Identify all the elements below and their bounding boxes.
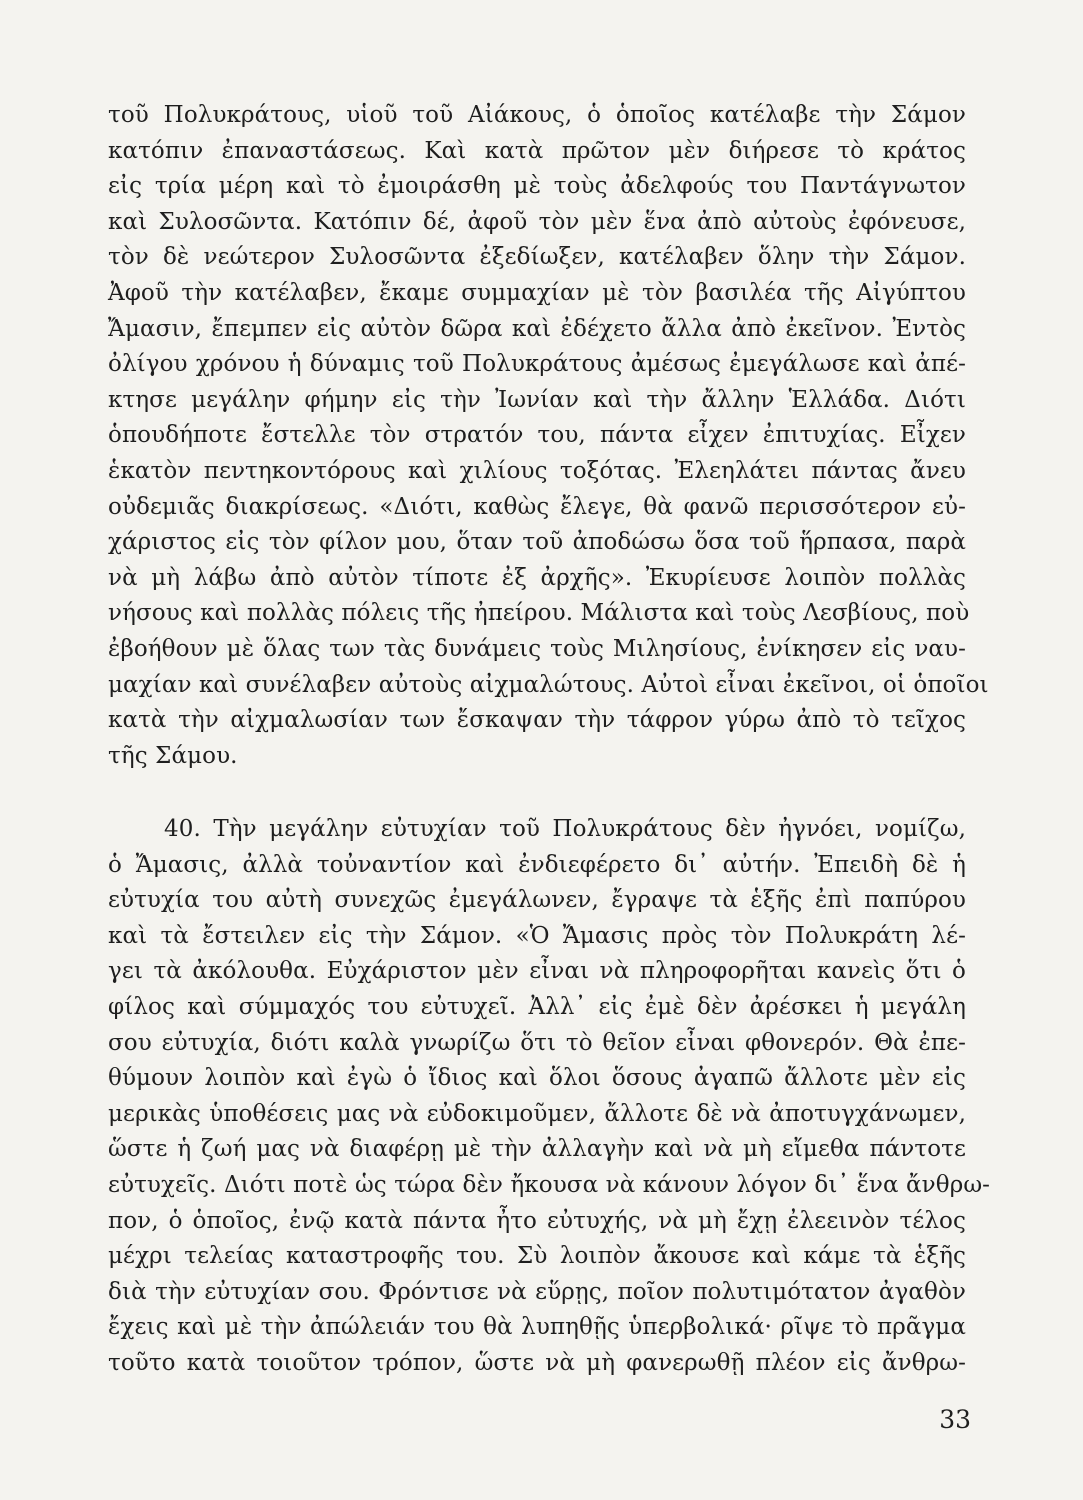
text-line: εὐτυχία του αὐτὴ συνεχῶς ἐμεγάλωνεν, ἔγραψε τὰ ἑξῆς ἐπὶ παπύρου <box>108 887 966 914</box>
text-line: Ἄμασιν, ἔπεμπεν εἰς αὐτὸν δῶρα καὶ ἐδέχετο ἄλλα ἀπὸ ἐκεῖνον. Ἐντὸς <box>108 315 966 342</box>
text-line: πον, ὁ ὁποῖος, ἐνῷ κατὰ πάντα ἦτο εὐτυχής, νὰ μὴ ἔχῃ ἐλεεινὸν τέλος <box>108 1207 966 1234</box>
text-line: ὀλίγου χρόνου ἡ δύναμις τοῦ Πολυκράτους ἀμέσως ἐμεγάλωσε καὶ ἀπέ- <box>108 351 966 378</box>
text-line: νὰ μὴ λάβω ἀπὸ αὐτὸν τίποτε ἐξ ἀρχῆς». Ἐκυρίευσε λοιπὸν πολλὰς <box>108 564 966 591</box>
text-line: καὶ τὰ ἔστειλεν εἰς τὴν Σάμον. «Ὁ Ἄμασις πρὸς τὸν Πολυκράτη λέ- <box>108 922 966 949</box>
text-line: ἑκατὸν πεντηκοντόρους καὶ χιλίους τοξότας. Ἐλεηλάτει πάντας ἄνευ <box>108 457 966 484</box>
text-line: σου εὐτυχία, διότι καλὰ γνωρίζω ὅτι τὸ θεῖον εἶναι φθονερόν. Θὰ ἐπε- <box>108 1029 966 1056</box>
page-number: 33 <box>939 1405 971 1434</box>
text-line: κατόπιν ἐπαναστάσεως. Καὶ κατὰ πρῶτον μὲν διήρεσε τὸ κράτος <box>108 137 966 164</box>
text-line: καὶ Συλοσῶντα. Κατόπιν δέ, ἀφοῦ τὸν μὲν ἕνα ἀπὸ αὐτοὺς ἐφόνευσε, <box>108 208 966 235</box>
text-line: τοῦ Πολυκράτους, υἱοῦ τοῦ Αἰάκους, ὁ ὁποῖος κατέλαβε τὴν Σάμον <box>108 102 966 128</box>
text-line: νήσους καὶ πολλὰς πόλεις τῆς ἠπείρου. Μάλιστα καὶ τοὺς Λεσβίους, ποὺ <box>108 600 970 627</box>
section-40-first-line: 40. Τὴν μεγάλην εὐτυχίαν τοῦ Πολυκράτους δὲν ἠγνόει, νομίζω, <box>164 816 966 842</box>
text-line: τὸν δὲ νεώτερον Συλοσῶντα ἐξεδίωξεν, κατέλαβεν ὅλην τὴν Σάμον. <box>108 244 966 271</box>
text-line: μερικὰς ὑποθέσεις μας νὰ εὐδοκιμοῦμεν, ἄλλοτε δὲ νὰ ἀποτυγχάνωμεν, <box>108 1100 966 1127</box>
text-line: ὁ Ἄμασις, ἀλλὰ τοὐναντίον καὶ ἐνδιεφέρετο δι᾿ αὐτήν. Ἐπειδὴ δὲ ἡ <box>108 851 966 878</box>
text-line: οὐδεμιᾶς διακρίσεως. «Διότι, καθὼς ἔλεγε, θὰ φανῶ περισσότερον εὐ- <box>108 493 966 520</box>
text-line: ἔχεις καὶ μὲ τὴν ἀπώλειάν του θὰ λυπηθῇς ὑπερβολικά· ρῖψε τὸ πρᾶγμα <box>108 1314 966 1341</box>
text-line: κατὰ τὴν αἰχμαλωσίαν των ἔσκαψαν τὴν τάφρον γύρω ἀπὸ τὸ τεῖχος <box>108 707 966 734</box>
text-line: Ἀφοῦ τὴν κατέλαβεν, ἔκαμε συμμαχίαν μὲ τὸν βασιλέα τῆς Αἰγύπτου <box>108 279 966 306</box>
text-line: χάριστος εἰς τὸν φίλον μου, ὅταν τοῦ ἀποδώσω ὅσα τοῦ ἥρπασα, παρὰ <box>108 529 966 556</box>
text-line: φίλος καὶ σύμμαχός του εὐτυχεῖ. Ἀλλ᾿ εἰς ἐμὲ δὲν ἀρέσκει ἡ μεγάλη <box>108 993 966 1020</box>
text-line: θύμουν λοιπὸν καὶ ἐγὼ ὁ ἴδιος καὶ ὅλοι ὅσους ἀγαπῶ ἄλλοτε μὲν εἰς <box>108 1065 966 1092</box>
text-line: γει τὰ ἀκόλουθα. Εὐχάριστον μὲν εἶναι νὰ πληροφορῆται κανεὶς ὅτι ὁ <box>108 958 966 985</box>
text-line: ὁπουδήποτε ἔστελλε τὸν στρατόν του, πάντα εἶχεν ἐπιτυχίας. Εἶχεν <box>108 422 966 449</box>
text-line: εἰς τρία μέρη καὶ τὸ ἐμοιράσθη μὲ τοὺς ἀδελφούς του Παντάγνωτον <box>108 173 966 200</box>
text-line: μέχρι τελείας καταστροφῆς του. Σὺ λοιπὸν ἄκουσε καὶ κάμε τὰ ἑξῆς <box>108 1243 966 1270</box>
text-line: διὰ τὴν εὐτυχίαν σου. Φρόντισε νὰ εὕρῃς, ποῖον πολυτιμότατον ἀγαθὸν <box>108 1278 966 1305</box>
text-line: ἐβοήθουν μὲ ὅλας των τὰς δυνάμεις τοὺς Μιλησίους, ἐνίκησεν εἰς ναυ- <box>108 635 966 662</box>
paragraph-2 <box>108 812 991 1382</box>
text-line: μαχίαν καὶ συνέλαβεν αὐτοὺς αἰχμαλώτους. Αὐτοὶ εἶναι ἐκεῖνοι, οἱ ὁποῖοι <box>108 671 989 698</box>
paragraph-1 <box>108 98 989 774</box>
text-line: τοῦτο κατὰ τοιοῦτον τρόπον, ὥστε νὰ μὴ φανερωθῇ πλέον εἰς ἄνθρω- <box>108 1349 966 1376</box>
text-line: εὐτυχεῖς. Διότι ποτὲ ὡς τώρα δὲν ἤκουσα νὰ κάνουν λόγον δι᾿ ἕνα ἄνθρω- <box>108 1171 991 1198</box>
text-line: κτησε μεγάλην φήμην εἰς τὴν Ἰωνίαν καὶ τὴν ἄλλην Ἑλλάδα. Διότι <box>108 386 966 413</box>
text-line: ὥστε ἡ ζωή μας νὰ διαφέρῃ μὲ τὴν ἀλλαγὴν καὶ νὰ μὴ εἴμεθα πάντοτε <box>108 1136 966 1163</box>
text-line: τῆς Σάμου. <box>108 742 238 769</box>
